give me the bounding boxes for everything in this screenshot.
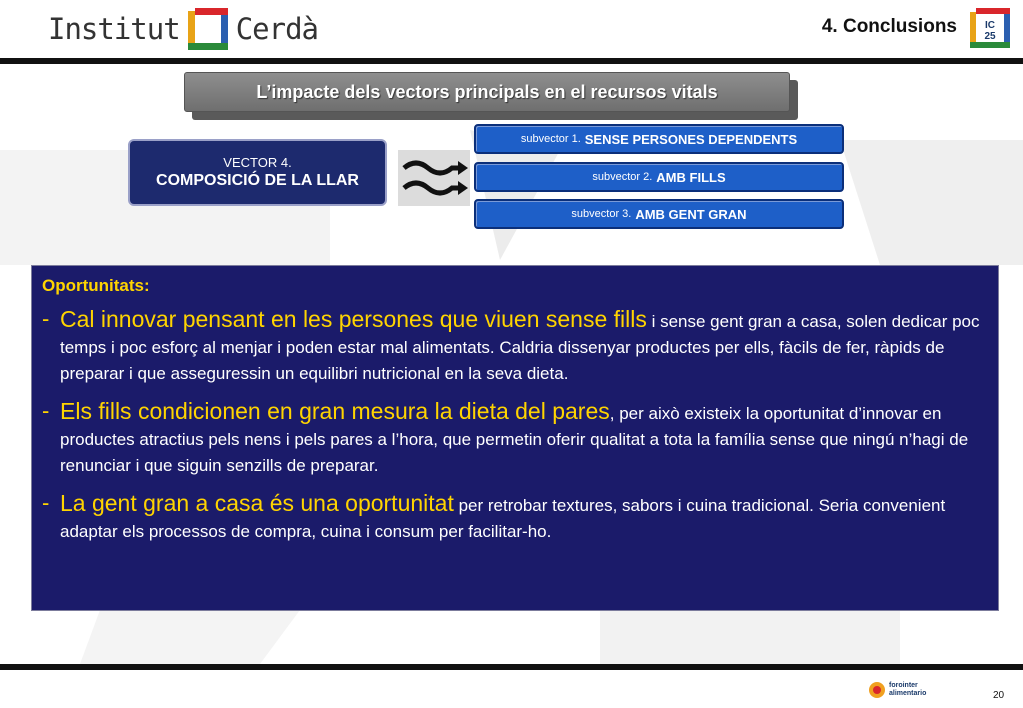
badge-text-bottom: 25 (984, 31, 996, 42)
logo-text-left: Institut (48, 12, 180, 46)
subvector-1 (474, 124, 844, 154)
bullet-item (42, 490, 984, 545)
forointer-logo-icon (868, 681, 886, 699)
bullet-dash: - (42, 398, 50, 423)
subvector-3 (474, 199, 844, 229)
subvector-2-label: AMB FILLS (656, 169, 726, 185)
page-number: 20 (993, 690, 1005, 701)
vector-title: COMPOSICIÓ DE LA LLAR (156, 172, 359, 189)
vector-box (128, 139, 387, 206)
section-title: 4. Conclusions (821, 16, 957, 37)
bullet-body: per retrobar textures, sabors i cuina tradicional. Seria convenient adaptar els processos de compra, cuina i consum per facilitar-ho. (60, 496, 946, 541)
ic25-badge-icon (970, 8, 1010, 48)
opportunities-panel (31, 265, 999, 611)
subvector-1-label: SENSE PERSONES DEPENDENTS (584, 131, 798, 147)
logo-text-right: Cerdà (235, 12, 318, 46)
badge-text-top: IC (985, 20, 995, 31)
footer-logo-line1: forointer (889, 682, 918, 689)
cerda-logo-icon (188, 8, 228, 50)
header (0, 0, 1023, 58)
forointer-logo (868, 677, 928, 703)
bullet-item (42, 306, 984, 387)
footer-logo-line2: alimentario (889, 690, 927, 697)
bullet-body: i sense gent gran a casa, solen dedicar poc temps i poc esforç al menjar i poden estar mal alimentats. Caldria dissenyar productes per ells, fàcils de fer, ràpids de preparar i que asseguressin un equilibri nutricional en la seva dieta. (60, 312, 980, 383)
subvector-2 (474, 162, 844, 192)
subvector-3-prefix: subvector 3. (571, 208, 632, 220)
subvector-1-prefix: subvector 1. (520, 133, 581, 145)
top-rule (0, 58, 1023, 64)
bullet-lead: La gent gran a casa és una oportunitat (60, 490, 454, 516)
subvector-2-prefix: subvector 2. (592, 171, 653, 183)
bullet-item (42, 398, 984, 479)
institut-cerda-logo (48, 6, 318, 52)
bullet-lead: Els fills condicionen en gran mesura la dieta del pares (60, 398, 610, 424)
subvector-3-label: AMB GENT GRAN (635, 206, 747, 222)
bullet-body: , per això existeix la oportunitat d’innovar en productes atractius pels nens i pels pares a l’hora, que permetin oferir qualitat a tota la família sense que ningú n’hagi de renunciar i que siguin senzills de preparar. (60, 404, 969, 475)
bottom-rule (0, 664, 1023, 670)
vector-number: VECTOR 4. (223, 155, 292, 170)
bullet-lead: Cal innovar pensant en les persones que viuen sense fills (60, 306, 647, 332)
bullet-dash: - (42, 306, 50, 331)
wavy-arrows-icon (398, 150, 470, 206)
slide-title: L’impacte dels vectors principals en el recursos vitals (184, 72, 790, 112)
panel-heading: Oportunitats: (42, 276, 150, 295)
bullet-dash: - (42, 490, 50, 515)
